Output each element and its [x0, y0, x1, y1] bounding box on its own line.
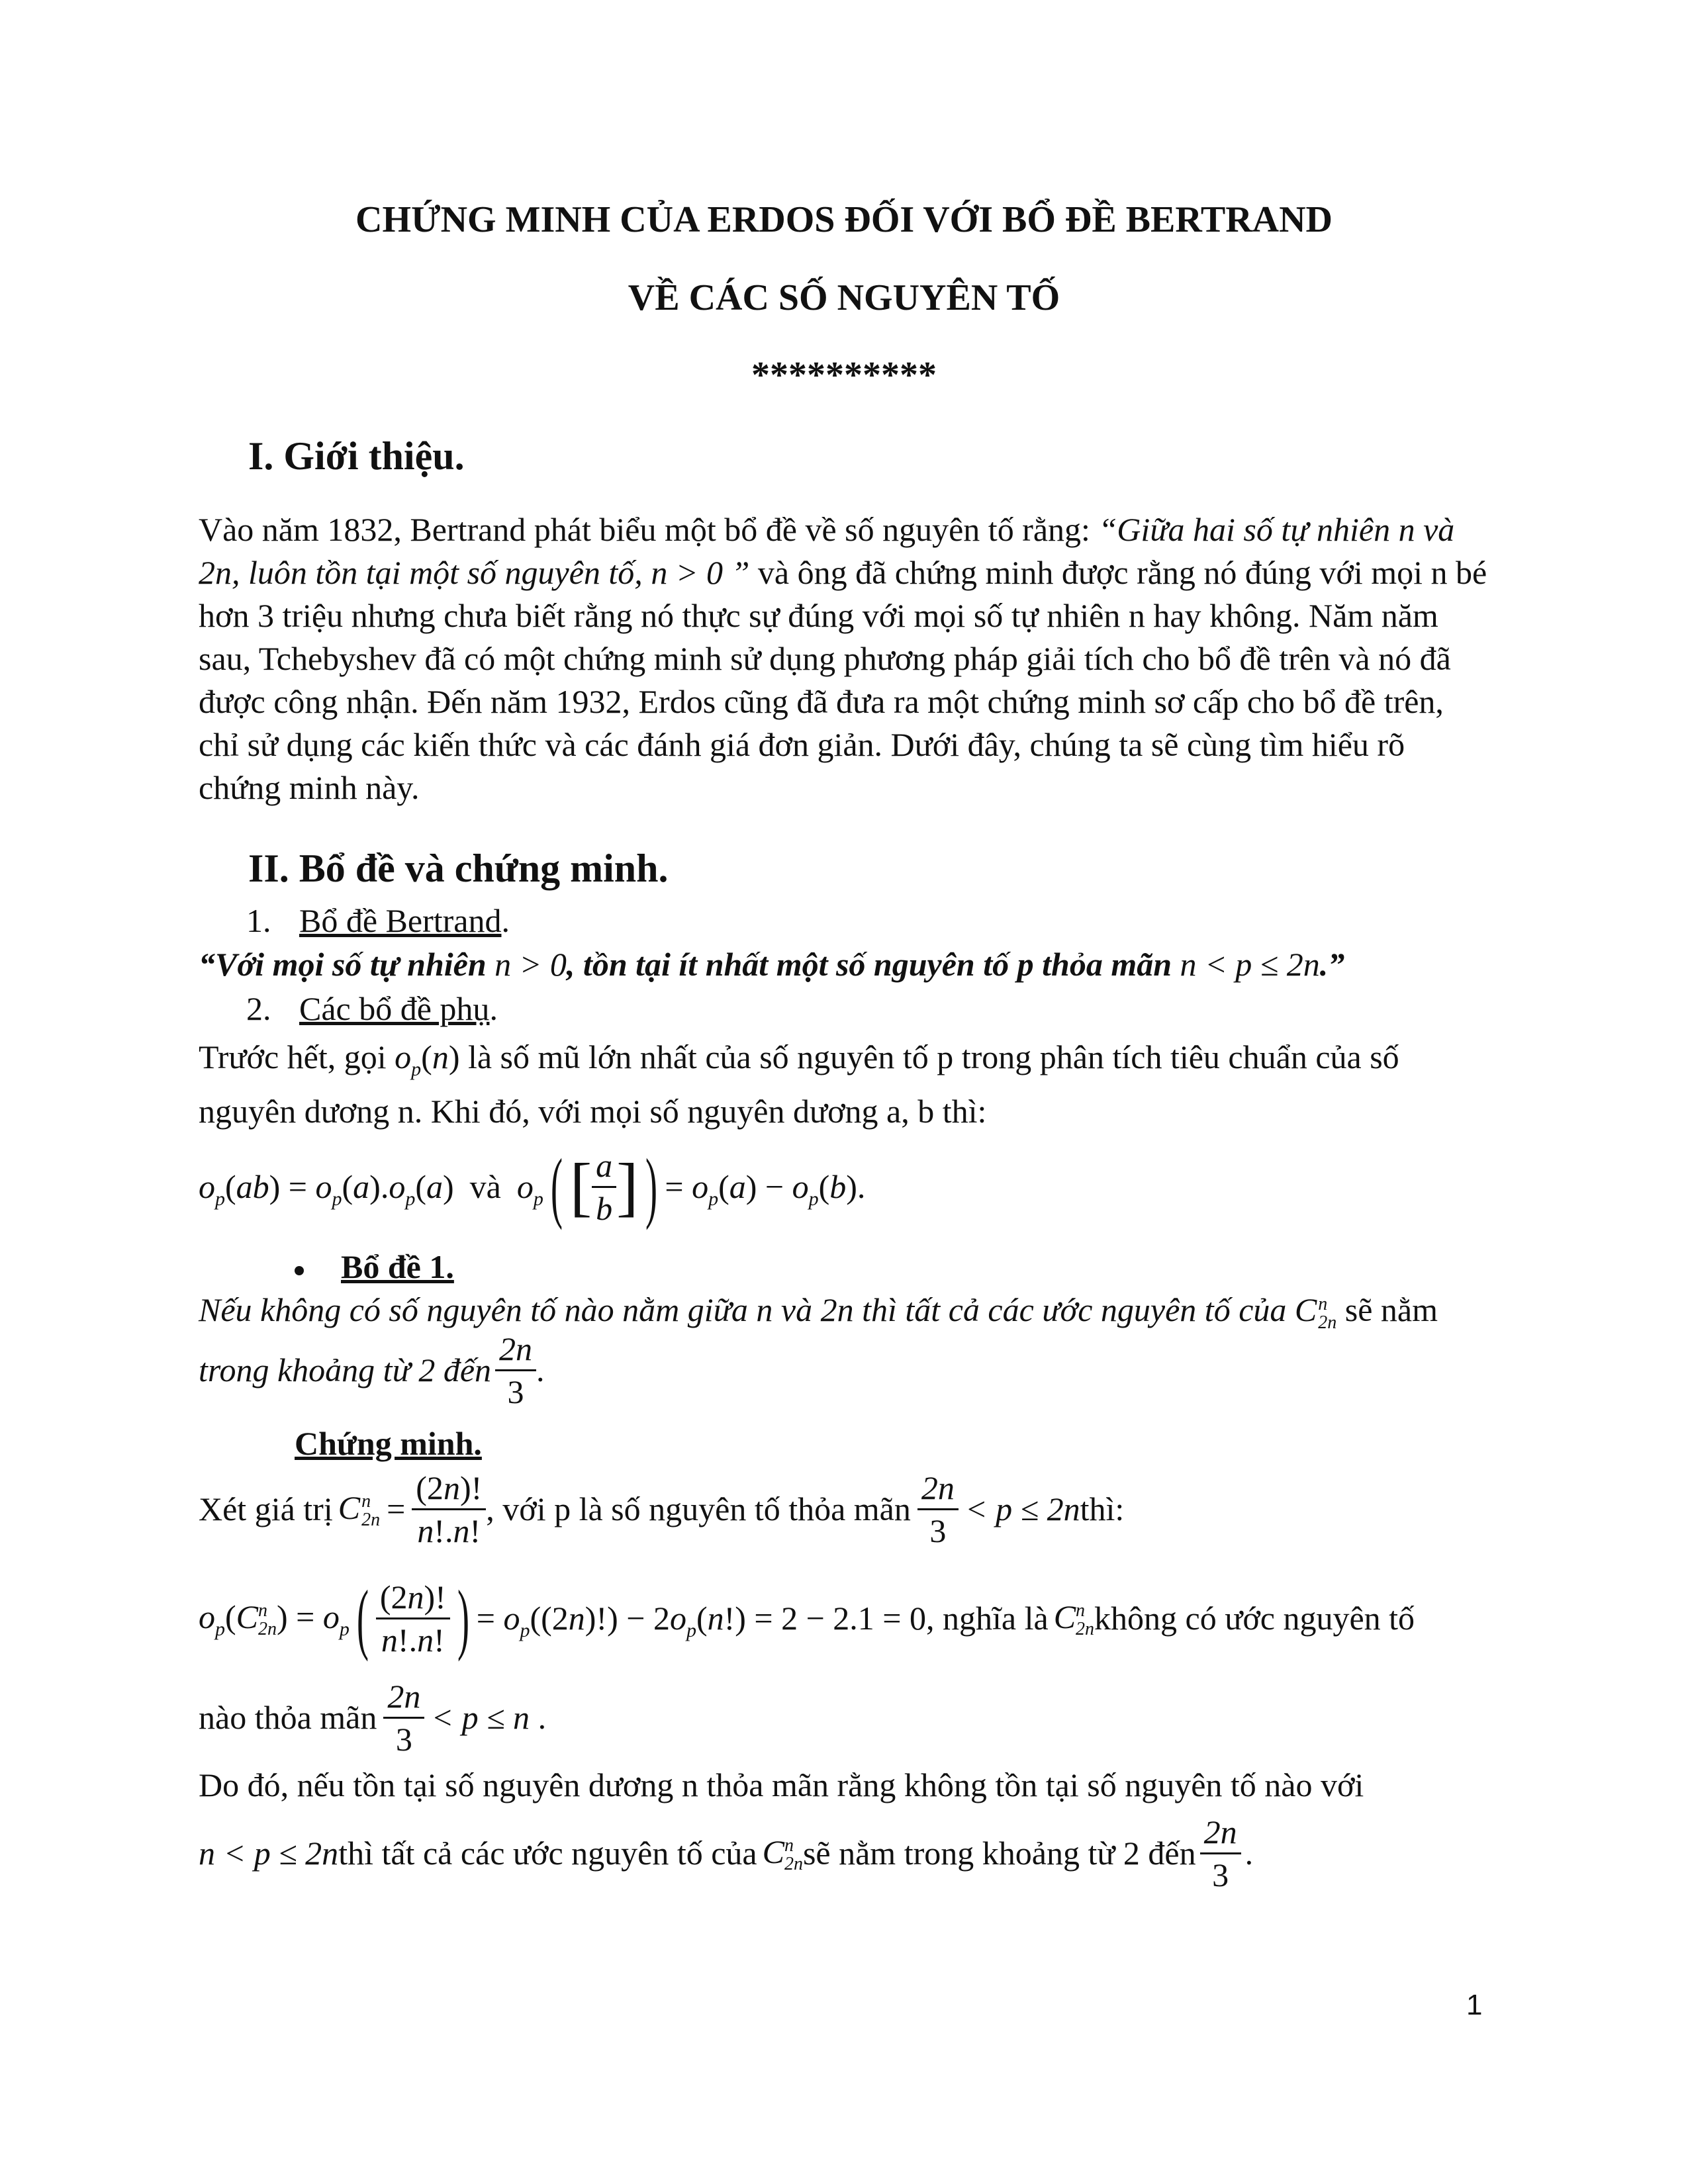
proof-5-text-b: sẽ nằm trong khoảng từ 2 đến: [802, 1835, 1196, 1872]
lemma-1-line-1: [199, 1291, 1438, 1332]
item-2-dot: .: [489, 990, 498, 1027]
intro-line-3: hơn 3 triệu nhưng chưa biết rằng nó thực sự đúng với mọi số tự nhiên n hay không. Năm năm: [199, 597, 1438, 634]
statement-math-2: n < p ≤ 2n: [1180, 946, 1320, 983]
binomial-c2n-n: C n 2n: [1294, 1291, 1337, 1333]
formula-product: $o_p(ab) = o_p(a).o_p(a)$: [199, 1168, 454, 1210]
section-2-heading: II. Bổ đề và chứng minh.: [248, 846, 669, 890]
proof-line-4: Do đó, nếu tồn tại số nguyên dương n thỏa mãn rằng không tồn tại số nguyên tố nào với: [199, 1766, 1364, 1803]
intro-line-1a: Vào năm 1832, Bertrand phát biểu một bổ đề về số nguyên tố rằng:: [199, 511, 1099, 548]
item-1-dot: .: [501, 902, 510, 939]
proof-line-1: Xét giá trị C n 2n = $\frac{(2n)!}{n!.n!}$ , với p là số nguyên tố thỏa mãn $\frac{2n}{3}$ < p ≤ 2n thì:: [199, 1469, 1125, 1549]
proof-2-text-b: không có ước nguyên tố: [1094, 1600, 1415, 1637]
formula-quotient-lhs: $o_p$: [516, 1168, 543, 1210]
definition-line-1: [199, 1038, 1399, 1080]
proof-5-text-a: thì tất cả các ước nguyên tố của: [338, 1835, 757, 1872]
lemma-1-line-2: trong khoảng từ 2 đến $\frac{2n}{3}$ .: [199, 1330, 545, 1410]
intro-line-2b: ”: [723, 554, 750, 591]
fraction-a-over-b: $\frac{a}{b}$: [592, 1149, 616, 1225]
item-2-label: Các bổ đề phụ: [299, 990, 490, 1027]
statement-part-b: , tồn tại ít nhất một số nguyên tố p thỏa mãn: [566, 946, 1180, 983]
bracket-right: ]: [616, 1150, 639, 1223]
bracket-left: [: [569, 1150, 592, 1223]
definition-rest: là số mũ lớn nhất của số nguyên tố p trong phân tích tiêu chuẩn của số: [459, 1038, 1399, 1075]
title-line-2: VỀ CÁC SỐ NGUYÊN TỐ: [628, 277, 1060, 318]
proof-line-2: $o_p(C$ n 2n ) = $o_p$ ( $\frac{(2n)!}{n!.n!}$ ) = $o_p((2n)!) - 2o_p(n!) = 2 - 2.1 = 0$ , nghĩa là C n 2n không có ước nguyên tố: [199, 1574, 1415, 1662]
intro-line-2-math: n > 0: [651, 554, 724, 591]
proof-label: Chứng minh.: [295, 1425, 482, 1462]
paren-left: (: [550, 1142, 563, 1230]
fraction-factorial: $\frac{(2n)!}{n!.n!}$: [412, 1471, 486, 1547]
intro-line-4: sau, Tchebyshev đã có một chứng minh sử dụng phương pháp giải tích cho bổ đề trên và nó đã: [199, 640, 1451, 677]
intro-paragraph: [199, 508, 1496, 809]
intro-line-1b: “Giữa hai số tự nhiên n và: [1098, 511, 1455, 548]
formula-quotient-rhs: = $o_p(a) - o_p(b)$.: [665, 1168, 866, 1210]
definition-line-2: nguyên dương n. Khi đó, với mọi số nguyên dương a, b thì:: [199, 1093, 987, 1130]
proof-1-text-c: thì:: [1080, 1490, 1125, 1527]
lemma-1-label: Bổ đề 1.: [341, 1248, 454, 1285]
formula-op-properties: [199, 1137, 865, 1236]
intro-line-2c: và ông đã chứng minh được rằng nó đúng với mọi n bé: [749, 554, 1487, 591]
statement-part-a: “Với mọi số tự nhiên: [199, 946, 495, 983]
title-line-1: CHỨNG MINH CỦA ERDOS ĐỐI VỚI BỔ ĐỀ BERTRAND: [355, 199, 1333, 240]
lemma-1-text-b: sẽ nằm: [1336, 1291, 1438, 1328]
proof-1-text-b: , với p là số nguyên tố thỏa mãn: [486, 1490, 911, 1527]
item-2-number: 2.: [246, 990, 271, 1027]
bullet-icon: [295, 1266, 304, 1275]
intro-line-5: được công nhận. Đến năm 1932, Erdos cũng đã đưa ra một chứng minh sơ cấp cho bổ đề trên,: [199, 683, 1444, 720]
title-stars: **********: [751, 355, 937, 396]
intro-line-6: chỉ sử dụng các kiến thức và các đánh giá đơn giản. Dưới đây, chúng ta sẽ cùng tìm hiểu rõ: [199, 726, 1405, 763]
lemma-1-heading: [295, 1248, 454, 1286]
bertrand-statement: [199, 945, 1344, 983]
page-number: 1: [1466, 1989, 1483, 2021]
paren-right: ): [645, 1142, 658, 1230]
proof-line-3: nào thỏa mãn $\frac{2n}{3}$ < p ≤ n .: [199, 1677, 547, 1758]
lemma-1-text-c: trong khoảng từ 2 đến: [199, 1351, 492, 1388]
intro-line-7: chứng minh này.: [199, 769, 420, 806]
proof-3-text: nào thỏa mãn: [199, 1699, 377, 1736]
proof-line-5: n < p ≤ 2n thì tất cả các ước nguyên tố của C n 2n sẽ nằm trong khoảng từ 2 đến $\frac{2n}{3}$ .: [199, 1813, 1254, 1893]
statement-math-1: n > 0: [494, 946, 567, 983]
item-1: [246, 901, 510, 940]
statement-part-c: .”: [1319, 946, 1345, 983]
intro-line-2a: 2n, luôn tồn tại một số nguyên tố,: [199, 554, 651, 591]
proof-1-text-a: Xét giá trị: [199, 1490, 333, 1527]
fraction-2n-over-3: $\frac{2n}{3}$: [495, 1332, 536, 1408]
item-1-label: Bổ đề Bertrand: [299, 902, 502, 939]
item-2: [246, 989, 498, 1028]
definition-op-n: $o_p(n)$: [395, 1038, 460, 1080]
item-1-number: 1.: [246, 902, 271, 939]
section-1-heading: I. Giới thiệu.: [248, 434, 465, 478]
formula-and-word: và: [469, 1168, 501, 1205]
proof-2-text-a: , nghĩa là: [926, 1600, 1049, 1637]
definition-intro: Trước hết, gọi: [199, 1038, 395, 1075]
lemma-1-text-a: Nếu không có số nguyên tố nào nằm giữa n và 2n thì tất cả các ước nguyên tố của: [199, 1291, 1295, 1328]
